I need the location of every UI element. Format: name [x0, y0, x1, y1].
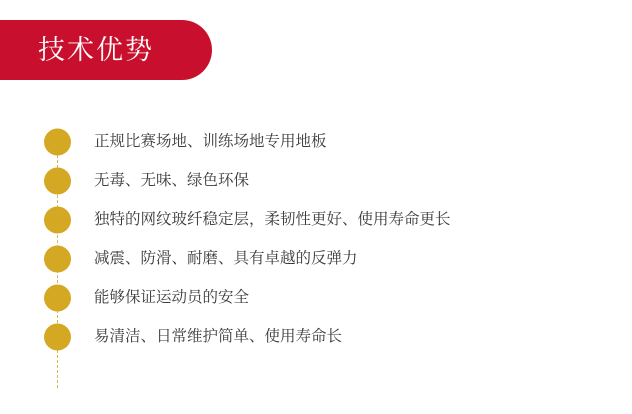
- list-item-label: 能够保证运动员的安全: [94, 287, 250, 306]
- list-item: [0, 278, 632, 317]
- list-item: [0, 317, 632, 356]
- bullet-icon: [44, 245, 71, 272]
- bullet-icon: [44, 167, 71, 194]
- list-item-label: 独特的网纹玻纤稳定层，柔韧性更好、使用寿命更长: [94, 209, 451, 228]
- list-item: [0, 200, 632, 239]
- bullet-icon: [44, 323, 71, 350]
- list-item-label: 减震、防滑、耐磨、具有卓越的反弹力: [94, 248, 358, 267]
- list-item: [0, 161, 632, 200]
- bullet-icon: [44, 128, 71, 155]
- list-item: [0, 122, 632, 161]
- list-item-label: 易清洁、日常维护简单、使用寿命长: [94, 326, 343, 345]
- list-item: [0, 239, 632, 278]
- advantages-list: [0, 122, 632, 356]
- list-item-label: 正规比赛场地、训练场地专用地板: [94, 131, 327, 150]
- title-banner: [0, 20, 212, 80]
- bullet-icon: [44, 206, 71, 233]
- list-item-label: 无毒、无味、绿色环保: [94, 170, 250, 189]
- bullet-icon: [44, 284, 71, 311]
- page-title: 技术优势: [38, 34, 154, 66]
